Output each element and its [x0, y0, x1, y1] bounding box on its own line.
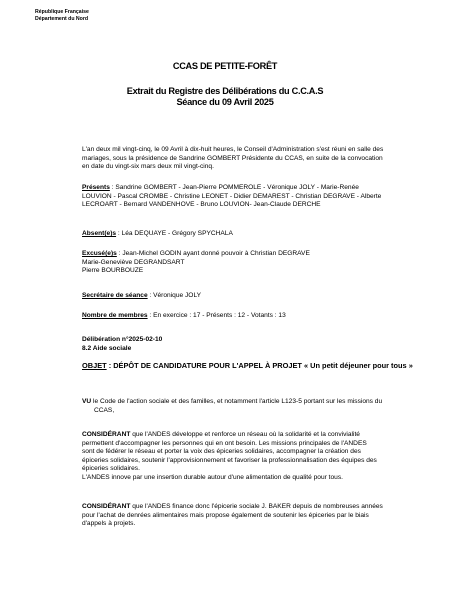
vu-line: [82, 398, 390, 407]
secretary-line: [82, 292, 390, 301]
considerant-line: L'ANDES innove par une insertion durable autour d'une alimentation de qualité pour tous.: [82, 473, 343, 481]
deliberation-number: Délibération n°2025-02-10: [82, 336, 163, 343]
excuses-line: [82, 250, 390, 259]
presents-line: LOUVION - Pascal CROMBE - Christine LEONET - Didier DEMAREST - Christian DEGRAVE - Alberte: [82, 192, 382, 200]
excuses-paragraph: [82, 250, 390, 276]
considerant-label: CONSIDÉRANT: [82, 503, 131, 510]
presents-line: LECROART - Bernard VANDENHOVE - Bruno LOUVION- Jean-Claude DERCHE: [82, 201, 321, 209]
intro-paragraph: [82, 146, 390, 172]
intro-line: mariages, sous la présidence de Sandrine GOMBERT Présidente du CCAS, en suite de la convocation: [82, 154, 383, 162]
considerant-line: d'appels à projets.: [82, 520, 136, 528]
deliberation-block: [82, 336, 390, 353]
session-date-title: Séance du 09 Avril 2025: [176, 97, 274, 107]
considerant-line: épiceries solidaires, soutenir l'approvisionnement et favoriser la professionnalisation des équipes des: [82, 456, 377, 464]
vu-text: le Code de l'action sociale et des familles, et notamment l'article L123-5 portant sur les missions du: [91, 398, 383, 405]
considerant-line: [82, 503, 390, 512]
members-label: Nombre de membres: [82, 312, 148, 319]
considerant-line: permettent d'accompagner les personnes qui en ont besoin. Les missions principales de l'ANDES: [82, 439, 367, 447]
vu-paragraph: [82, 398, 390, 415]
intro-line: en date du vingt-six mars deux mil vingt-cinq.: [82, 163, 214, 171]
considerant-line: pour l'achat de denrées alimentaires mais propose également de soutenir les épiceries par le biais: [82, 511, 369, 519]
considerant-line: sont de fédérer le réseau et porter la voix des épiceries solidaires, accompagner la création des: [82, 448, 361, 456]
considerant-andes-paragraph: [82, 431, 390, 483]
absents-names: : Léa DEQUAYE - Grégory SPYCHALA: [116, 230, 233, 237]
presents-label: Présents: [82, 184, 110, 191]
presents-paragraph: [82, 184, 390, 210]
objet-text: : DÉPÔT DE CANDIDATURE POUR L'APPEL À PROJET « Un petit déjeuner pour tous »: [106, 361, 413, 370]
excuses-label: Excusé(e)s: [82, 250, 117, 257]
extract-title: Extrait du Registre des Délibérations du C.C.A.S: [126, 86, 324, 96]
letterhead: [35, 9, 89, 23]
excuses-names: : Jean-Michel GODIN ayant donné pouvoir à Christian DEGRAVE: [116, 250, 310, 257]
absents-paragraph: [82, 230, 390, 239]
considerant-label: CONSIDÉRANT: [82, 431, 131, 438]
organization-title: CCAS DE PETITE-FORÊT: [172, 61, 278, 71]
considerant-line: [82, 431, 390, 440]
members-paragraph: [82, 312, 390, 321]
absents-line: [82, 230, 390, 239]
presents-line: [82, 184, 390, 193]
considerant-financing-paragraph: [82, 503, 390, 529]
objet-line: [82, 361, 413, 371]
deliberation-category: 8.2 Aide sociale: [82, 344, 132, 352]
secretary-paragraph: [82, 292, 390, 301]
department-label: Département du Nord: [35, 16, 89, 22]
excuses-line: Marie-Geneviève DEGRANDSART: [82, 258, 185, 266]
considerant-line: épiceries solidaires.: [82, 465, 140, 473]
members-counts: : En exercice : 17 - Présents : 12 - Votants : 13: [147, 312, 286, 319]
objet-label: OBJET: [82, 361, 107, 370]
presents-names: : Sandrine GOMBERT - Jean-Pierre POMMEROLE - Véronique JOLY - Marie-Renée: [109, 184, 359, 191]
secretary-name: : Véronique JOLY: [147, 292, 202, 299]
absents-label: Absent(e)s: [82, 230, 117, 237]
republic-label: République Française: [35, 9, 89, 15]
vu-line: CCAS,: [94, 406, 115, 414]
considerant-text: que l'ANDES développe et renforce un réseau où la solidarité et la convivialité: [130, 431, 360, 438]
objet-paragraph: [82, 361, 413, 371]
considerant-text: que l'ANDES finance donc l'épicerie sociale J. BAKER depuis de nombreuses années: [130, 503, 383, 510]
secretary-label: Secrétaire de séance: [82, 292, 148, 299]
members-line: [82, 312, 390, 321]
intro-line: L'an deux mil vingt-cinq, le 09 Avril à dix-huit heures, le Conseil d'Administration s'est réuni en salle des: [82, 146, 384, 153]
excuses-line: Pierre BOURBOUZE: [82, 267, 144, 275]
vu-label: VU: [82, 398, 92, 405]
